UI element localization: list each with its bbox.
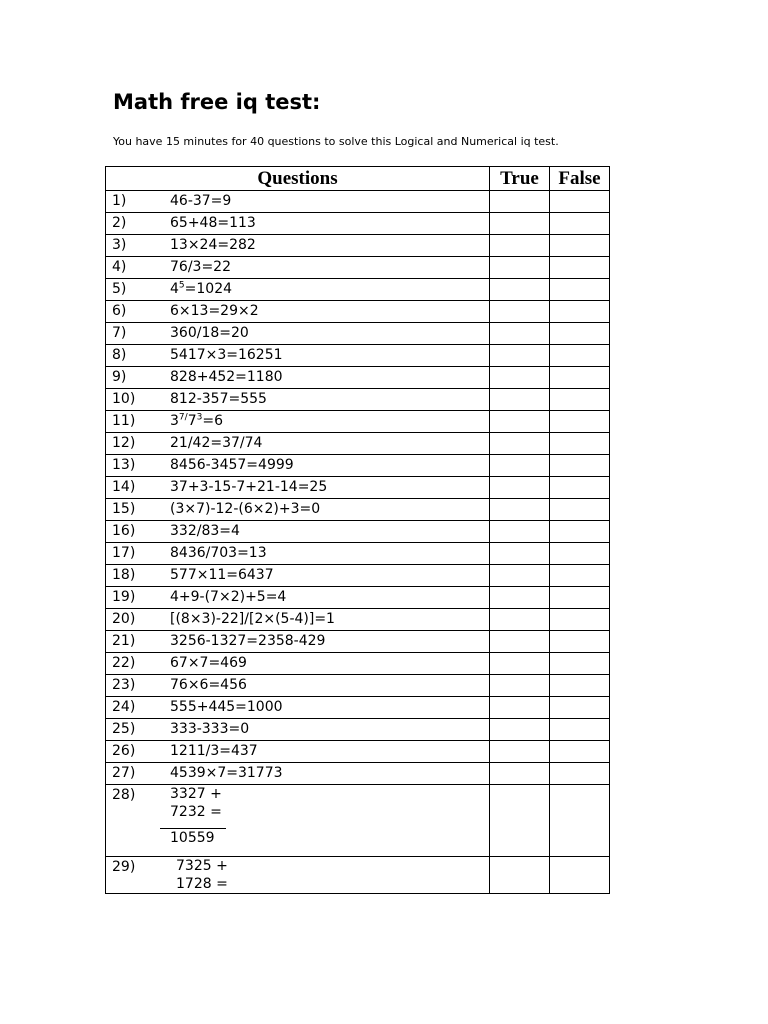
false-answer-cell[interactable] bbox=[550, 477, 610, 499]
false-answer-cell[interactable] bbox=[550, 279, 610, 301]
question-number: 23) bbox=[112, 677, 136, 693]
question-cell bbox=[106, 213, 490, 235]
true-answer-cell[interactable] bbox=[490, 301, 550, 323]
true-answer-cell[interactable] bbox=[490, 565, 550, 587]
table-row bbox=[106, 609, 610, 631]
expression-part: 7 bbox=[187, 413, 197, 429]
question-expression: (3×7)-12-(6×2)+3=0 bbox=[170, 501, 321, 517]
false-answer-cell[interactable] bbox=[550, 257, 610, 279]
question-cell bbox=[106, 763, 490, 785]
question-expression: 555+445=1000 bbox=[170, 699, 283, 715]
question-number: 6) bbox=[112, 303, 127, 319]
question-expression: 65+48=113 bbox=[170, 215, 256, 231]
addend-2: 1728 = bbox=[176, 876, 228, 892]
intro-text: You have 15 minutes for 40 questions to solve this Logical and Numerical iq test. bbox=[113, 135, 559, 148]
false-answer-cell[interactable] bbox=[550, 411, 610, 433]
question-cell bbox=[106, 279, 490, 301]
exponent: 5 bbox=[178, 280, 185, 291]
question-number: 12) bbox=[112, 435, 136, 451]
question-cell bbox=[106, 609, 490, 631]
questions-header: Questions bbox=[106, 167, 490, 191]
header-row bbox=[106, 167, 610, 191]
question-number: 13) bbox=[112, 457, 136, 473]
table-row bbox=[106, 587, 610, 609]
question-number: 19) bbox=[112, 589, 136, 605]
true-answer-cell[interactable] bbox=[490, 741, 550, 763]
true-answer-cell[interactable] bbox=[490, 411, 550, 433]
false-answer-cell[interactable] bbox=[550, 565, 610, 587]
true-answer-cell[interactable] bbox=[490, 499, 550, 521]
question-expression: 333-333=0 bbox=[170, 721, 250, 737]
question-cell bbox=[106, 565, 490, 587]
page-title: Math free iq test: bbox=[113, 90, 321, 114]
false-answer-cell[interactable] bbox=[550, 235, 610, 257]
table-row bbox=[106, 433, 610, 455]
question-expression: 6×13=29×2 bbox=[170, 303, 259, 319]
question-expression: 76×6=456 bbox=[170, 677, 247, 693]
question-expression: 5417×3=16251 bbox=[170, 347, 283, 363]
question-number: 24) bbox=[112, 699, 136, 715]
question-number: 26) bbox=[112, 743, 136, 759]
sum-result: 10559 bbox=[170, 830, 215, 846]
false-answer-cell[interactable] bbox=[550, 345, 610, 367]
table-row bbox=[106, 565, 610, 587]
false-answer-cell[interactable] bbox=[550, 785, 610, 857]
question-number: 4) bbox=[112, 259, 127, 275]
table-row bbox=[106, 279, 610, 301]
false-answer-cell[interactable] bbox=[550, 389, 610, 411]
expression-part: 3 bbox=[170, 413, 179, 429]
table-row bbox=[106, 411, 610, 433]
question-cell bbox=[106, 587, 490, 609]
question-expression: 46-37=9 bbox=[170, 193, 232, 209]
false-answer-cell[interactable] bbox=[550, 697, 610, 719]
expression-part: 4 bbox=[170, 281, 179, 297]
table-row bbox=[106, 455, 610, 477]
question-expression: 1211/3=437 bbox=[170, 743, 258, 759]
question-number: 29) bbox=[112, 859, 136, 875]
question-cell bbox=[106, 697, 490, 719]
true-answer-cell[interactable] bbox=[490, 587, 550, 609]
question-expression: 67×7=469 bbox=[170, 655, 247, 671]
table-row bbox=[106, 697, 610, 719]
true-answer-cell[interactable] bbox=[490, 719, 550, 741]
false-answer-cell[interactable] bbox=[550, 763, 610, 785]
question-number: 8) bbox=[112, 347, 127, 363]
true-header: True bbox=[490, 167, 550, 191]
question-number: 20) bbox=[112, 611, 136, 627]
question-number: 28) bbox=[112, 787, 136, 803]
question-cell bbox=[106, 741, 490, 763]
false-header: False bbox=[550, 167, 610, 191]
table-row bbox=[106, 257, 610, 279]
question-cell bbox=[106, 367, 490, 389]
question-expression: [(8×3)-22]/[2×(5-4)]=1 bbox=[170, 611, 335, 627]
true-answer-cell[interactable] bbox=[490, 763, 550, 785]
false-answer-cell[interactable] bbox=[550, 323, 610, 345]
question-cell bbox=[106, 191, 490, 213]
false-answer-cell[interactable] bbox=[550, 433, 610, 455]
question-cell bbox=[106, 235, 490, 257]
question-expression: 577×11=6437 bbox=[170, 567, 274, 583]
questions-table bbox=[105, 166, 610, 894]
stacked-addition bbox=[170, 785, 226, 847]
question-expression: 812-357=555 bbox=[170, 391, 267, 407]
question-expression: 21/42=37/74 bbox=[170, 435, 263, 451]
false-answer-cell[interactable] bbox=[550, 499, 610, 521]
false-answer-cell[interactable] bbox=[550, 191, 610, 213]
table-row bbox=[106, 719, 610, 741]
table-row bbox=[106, 213, 610, 235]
false-answer-cell[interactable] bbox=[550, 367, 610, 389]
true-answer-cell[interactable] bbox=[490, 279, 550, 301]
table-row bbox=[106, 857, 610, 894]
question-expression bbox=[170, 411, 223, 432]
true-answer-cell[interactable] bbox=[490, 521, 550, 543]
true-answer-cell[interactable] bbox=[490, 653, 550, 675]
true-answer-cell[interactable] bbox=[490, 857, 550, 894]
table-row bbox=[106, 763, 610, 785]
true-answer-cell[interactable] bbox=[490, 389, 550, 411]
question-cell bbox=[106, 857, 490, 894]
question-number: 3) bbox=[112, 237, 127, 253]
addend-2: 7232 = bbox=[170, 804, 222, 820]
false-answer-cell[interactable] bbox=[550, 587, 610, 609]
exponent: 3 bbox=[196, 412, 203, 423]
false-answer-cell[interactable] bbox=[550, 609, 610, 631]
question-expression: 4539×7=31773 bbox=[170, 765, 283, 781]
table-row bbox=[106, 301, 610, 323]
question-number: 14) bbox=[112, 479, 136, 495]
true-answer-cell[interactable] bbox=[490, 345, 550, 367]
true-answer-cell[interactable] bbox=[490, 631, 550, 653]
table-row bbox=[106, 631, 610, 653]
question-number: 15) bbox=[112, 501, 136, 517]
true-answer-cell[interactable] bbox=[490, 367, 550, 389]
question-expression bbox=[170, 279, 232, 300]
true-answer-cell[interactable] bbox=[490, 257, 550, 279]
question-cell bbox=[106, 301, 490, 323]
question-expression: 76/3=22 bbox=[170, 259, 231, 275]
true-answer-cell[interactable] bbox=[490, 213, 550, 235]
addend-1: 3327 + bbox=[170, 786, 222, 802]
question-number: 7) bbox=[112, 325, 127, 341]
true-answer-cell[interactable] bbox=[490, 323, 550, 345]
false-answer-cell[interactable] bbox=[550, 301, 610, 323]
true-answer-cell[interactable] bbox=[490, 455, 550, 477]
exponent: 7/ bbox=[178, 412, 188, 423]
true-answer-cell[interactable] bbox=[490, 785, 550, 857]
question-cell bbox=[106, 785, 490, 857]
false-answer-cell[interactable] bbox=[550, 719, 610, 741]
question-number: 27) bbox=[112, 765, 136, 781]
false-answer-cell[interactable] bbox=[550, 653, 610, 675]
question-number: 16) bbox=[112, 523, 136, 539]
table-row bbox=[106, 191, 610, 213]
stacked-addition bbox=[170, 857, 228, 893]
question-number: 5) bbox=[112, 281, 127, 297]
table-row bbox=[106, 653, 610, 675]
question-number: 1) bbox=[112, 193, 127, 209]
false-answer-cell[interactable] bbox=[550, 741, 610, 763]
question-number: 11) bbox=[112, 413, 136, 429]
true-answer-cell[interactable] bbox=[490, 191, 550, 213]
false-answer-cell[interactable] bbox=[550, 631, 610, 653]
true-answer-cell[interactable] bbox=[490, 543, 550, 565]
question-expression: 13×24=282 bbox=[170, 237, 256, 253]
question-cell bbox=[106, 345, 490, 367]
question-number: 21) bbox=[112, 633, 136, 649]
table-row bbox=[106, 785, 610, 857]
question-expression: 828+452=1180 bbox=[170, 369, 283, 385]
false-answer-cell[interactable] bbox=[550, 455, 610, 477]
question-cell bbox=[106, 323, 490, 345]
table-row bbox=[106, 323, 610, 345]
table-row bbox=[106, 675, 610, 697]
table-row bbox=[106, 367, 610, 389]
question-number: 22) bbox=[112, 655, 136, 671]
question-cell bbox=[106, 631, 490, 653]
question-expression: 8456-3457=4999 bbox=[170, 457, 294, 473]
question-cell bbox=[106, 499, 490, 521]
addend-1: 7325 + bbox=[176, 858, 228, 874]
table-row bbox=[106, 499, 610, 521]
question-number: 25) bbox=[112, 721, 136, 737]
question-number: 17) bbox=[112, 545, 136, 561]
true-answer-cell[interactable] bbox=[490, 697, 550, 719]
question-cell bbox=[106, 257, 490, 279]
table-row bbox=[106, 389, 610, 411]
question-expression: 3256-1327=2358-429 bbox=[170, 633, 326, 649]
question-cell bbox=[106, 455, 490, 477]
true-answer-cell[interactable] bbox=[490, 609, 550, 631]
question-cell bbox=[106, 543, 490, 565]
question-expression: 360/18=20 bbox=[170, 325, 249, 341]
question-number: 18) bbox=[112, 567, 136, 583]
question-number: 10) bbox=[112, 391, 136, 407]
question-cell bbox=[106, 477, 490, 499]
table-row bbox=[106, 521, 610, 543]
expression-part: =1024 bbox=[184, 281, 233, 297]
question-cell bbox=[106, 719, 490, 741]
false-answer-cell[interactable] bbox=[550, 213, 610, 235]
table-row bbox=[106, 741, 610, 763]
question-number: 2) bbox=[112, 215, 127, 231]
false-answer-cell[interactable] bbox=[550, 675, 610, 697]
true-answer-cell[interactable] bbox=[490, 477, 550, 499]
table-row bbox=[106, 235, 610, 257]
expression-part: =6 bbox=[202, 413, 223, 429]
true-answer-cell[interactable] bbox=[490, 433, 550, 455]
false-answer-cell[interactable] bbox=[550, 543, 610, 565]
false-answer-cell[interactable] bbox=[550, 521, 610, 543]
question-cell bbox=[106, 653, 490, 675]
question-expression: 332/83=4 bbox=[170, 523, 240, 539]
true-answer-cell[interactable] bbox=[490, 675, 550, 697]
true-answer-cell[interactable] bbox=[490, 235, 550, 257]
false-answer-cell[interactable] bbox=[550, 857, 610, 894]
table-row bbox=[106, 543, 610, 565]
table-row bbox=[106, 477, 610, 499]
question-cell bbox=[106, 675, 490, 697]
question-cell bbox=[106, 521, 490, 543]
question-number: 9) bbox=[112, 369, 127, 385]
question-expression: 4+9-(7×2)+5=4 bbox=[170, 589, 287, 605]
question-cell bbox=[106, 433, 490, 455]
question-cell bbox=[106, 411, 490, 433]
question-cell bbox=[106, 389, 490, 411]
question-expression: 37+3-15-7+21-14=25 bbox=[170, 479, 328, 495]
table-row bbox=[106, 345, 610, 367]
question-expression: 8436/703=13 bbox=[170, 545, 267, 561]
